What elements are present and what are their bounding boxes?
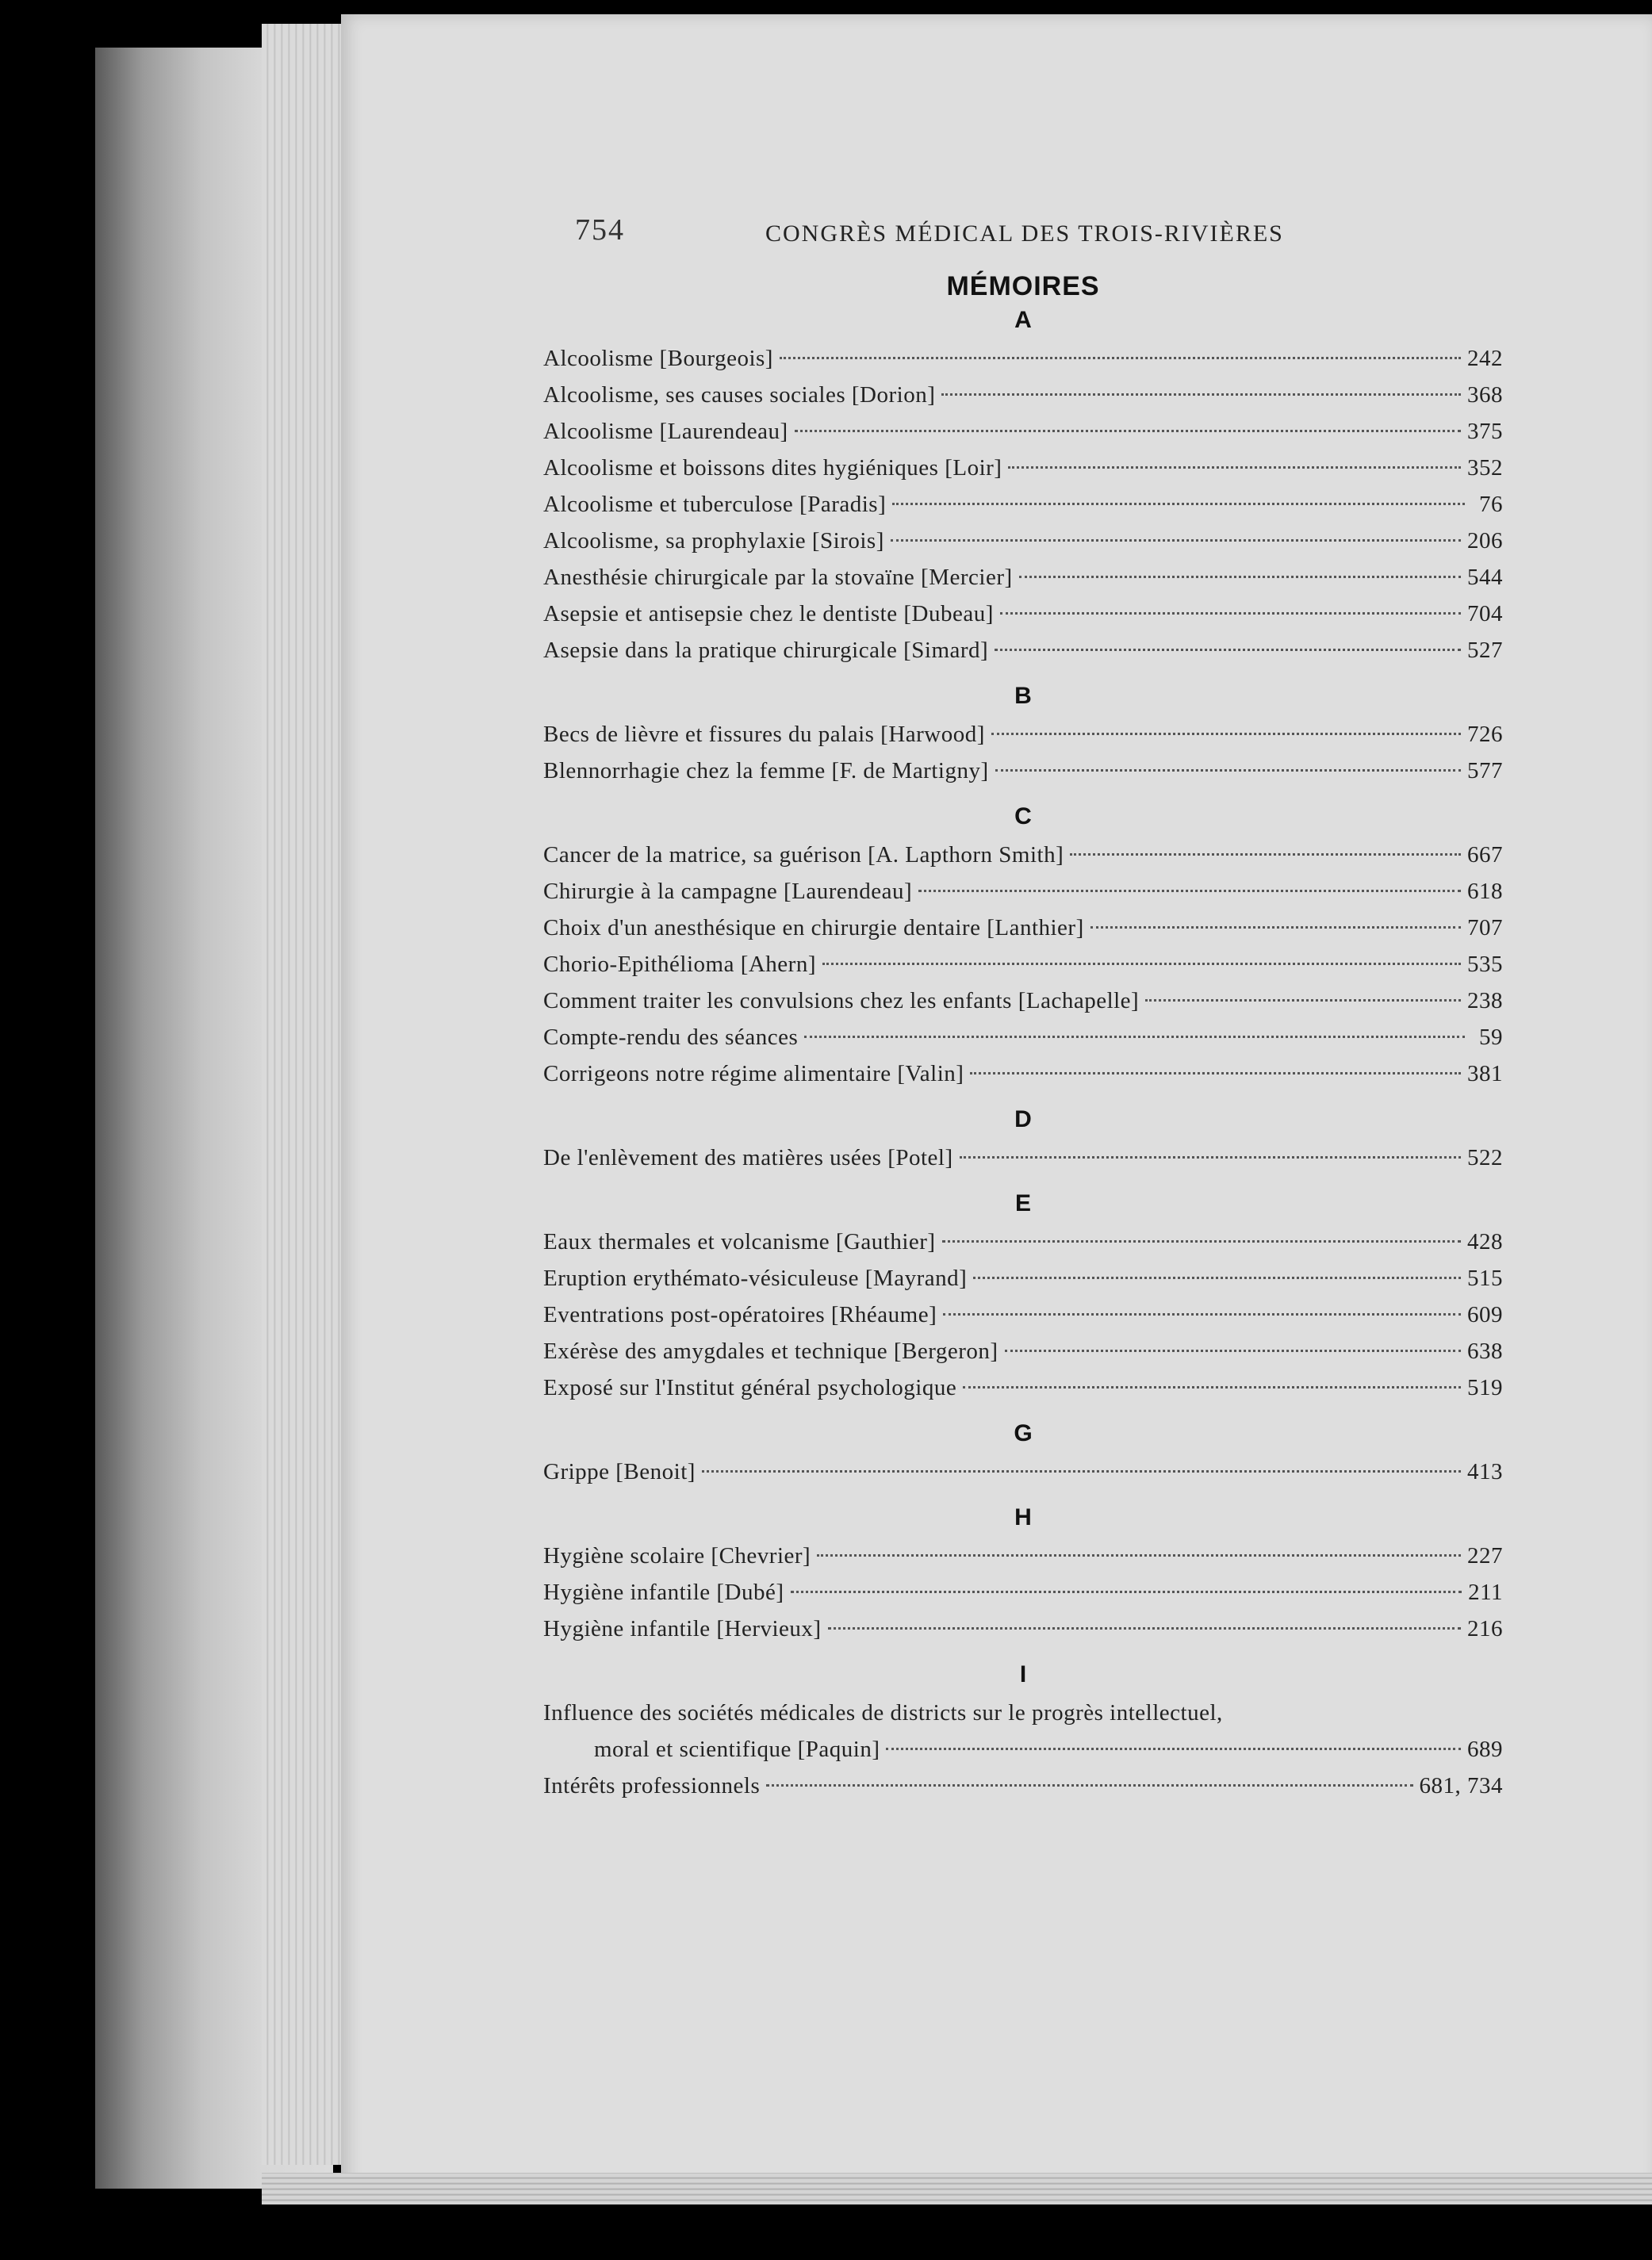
entry-title: Alcoolisme, sa prophylaxie [Sirois] — [543, 528, 884, 554]
entry-page: 428 — [1467, 1229, 1503, 1254]
index-entry — [543, 1055, 1503, 1092]
dot-leader — [766, 1784, 1412, 1787]
entry-page: 704 — [1467, 601, 1503, 626]
index-entry — [543, 910, 1503, 946]
index-content — [543, 206, 1503, 1804]
index-groups — [543, 307, 1503, 1804]
entry-page: 59 — [1479, 1025, 1503, 1050]
entry-title: Becs de lièvre et fissures du palais [Harwood] — [543, 722, 985, 747]
index-entry — [543, 983, 1503, 1019]
index-entry — [543, 716, 1503, 753]
index-letter-heading: A — [1014, 307, 1032, 333]
dot-leader — [1008, 466, 1461, 469]
dot-leader — [817, 1554, 1461, 1557]
dot-leader — [1005, 1350, 1461, 1352]
index-entry — [543, 377, 1503, 413]
dot-leader — [892, 503, 1465, 505]
index-entry — [543, 1297, 1503, 1333]
page-header — [543, 206, 1503, 262]
entry-page: 522 — [1467, 1145, 1503, 1170]
entry-title: Alcoolisme [Bourgeois] — [543, 346, 773, 371]
entry-title: Asepsie et antisepsie chez le dentiste [Dubeau] — [543, 601, 994, 626]
dot-leader — [795, 430, 1461, 432]
entry-page: 544 — [1467, 565, 1503, 590]
entry-page: 227 — [1467, 1543, 1503, 1569]
entry-title: Grippe [Benoit] — [543, 1459, 696, 1484]
entry-title: Blennorrhagie chez la femme [F. de Martigny] — [543, 758, 989, 783]
index-entry — [543, 486, 1503, 523]
entry-title-continuation: moral et scientifique [Paquin] — [594, 1737, 880, 1762]
entry-title: De l'enlèvement des matières usées [Potel] — [543, 1145, 953, 1170]
entry-title: Alcoolisme et boissons dites hygiéniques [Loir] — [543, 455, 1002, 481]
index-entry — [543, 413, 1503, 450]
entry-page: 352 — [1467, 455, 1503, 481]
entry-title: Eventrations post-opératoires [Rhéaume] — [543, 1302, 937, 1327]
index-entry — [543, 1369, 1503, 1406]
index-letter-heading: H — [1014, 1504, 1032, 1530]
entry-title: Alcoolisme, ses causes sociales [Dorion] — [543, 382, 936, 408]
index-entry — [543, 1695, 1503, 1768]
index-entry — [543, 523, 1503, 559]
dot-leader — [970, 1072, 1461, 1074]
dot-leader — [918, 890, 1461, 892]
entry-page: 519 — [1467, 1375, 1503, 1400]
entry-page: 238 — [1467, 988, 1503, 1013]
entry-page: 375 — [1467, 419, 1503, 444]
entry-page: 609 — [1467, 1302, 1503, 1327]
index-entry — [543, 632, 1503, 668]
index-letter-heading: G — [1014, 1420, 1033, 1446]
entry-title: Compte-rendu des séances — [543, 1025, 799, 1050]
index-entry — [543, 1019, 1503, 1055]
index-entry — [543, 1768, 1503, 1804]
entry-title: Hygiène scolaire [Chevrier] — [543, 1543, 811, 1569]
entry-page: 216 — [1467, 1616, 1503, 1641]
entry-page: 413 — [1467, 1459, 1503, 1484]
dot-leader — [780, 357, 1461, 359]
entry-title: Comment traiter les convulsions chez les enfants [Lachapelle] — [543, 988, 1140, 1013]
entry-title: Choix d'un anesthésique en chirurgie dentaire [Lanthier] — [543, 915, 1084, 940]
dot-leader — [791, 1591, 1462, 1593]
entry-page: 726 — [1467, 722, 1503, 747]
entry-title: Alcoolisme [Laurendeau] — [543, 419, 788, 444]
index-entry — [543, 340, 1503, 377]
dot-leader — [1000, 612, 1461, 615]
index-entry — [543, 1611, 1503, 1647]
entry-page: 667 — [1467, 842, 1503, 868]
entry-title: Chorio-Epithélioma [Ahern] — [543, 952, 816, 977]
index-entry — [543, 596, 1503, 632]
index-letter-heading: I — [1019, 1661, 1027, 1687]
entry-title: Influence des sociétés médicales de districts sur le progrès intellectuel, — [543, 1700, 1223, 1726]
index-entry — [543, 1574, 1503, 1611]
dot-leader — [828, 1627, 1461, 1630]
index-entry — [543, 1454, 1503, 1490]
dot-leader — [943, 1313, 1461, 1316]
index-entry — [543, 837, 1503, 873]
entry-page: 211 — [1468, 1580, 1503, 1605]
index-entry — [543, 1260, 1503, 1297]
index-entry — [543, 559, 1503, 596]
entry-title: Intérêts professionnels — [543, 1773, 761, 1798]
entry-page: 689 — [1467, 1737, 1503, 1762]
entry-title: Anesthésie chirurgicale par la stovaïne [Mercier] — [543, 565, 1013, 590]
entry-title: Alcoolisme et tuberculose [Paradis] — [543, 492, 887, 517]
entry-title: Exérèse des amygdales et technique [Bergeron] — [543, 1339, 998, 1364]
entry-title: Hygiène infantile [Hervieux] — [543, 1616, 822, 1641]
dot-leader — [995, 769, 1461, 772]
dot-leader — [1070, 853, 1461, 856]
entry-page: 707 — [1467, 915, 1503, 940]
entry-title: Exposé sur l'Institut général psychologique — [543, 1375, 957, 1400]
page-bottom-edge — [262, 2173, 1652, 2204]
page-number: 754 — [575, 213, 625, 247]
entry-page: 76 — [1479, 492, 1503, 517]
entry-page: 242 — [1467, 346, 1503, 371]
dot-leader — [891, 539, 1461, 542]
dot-leader — [941, 393, 1461, 396]
entry-page: 681, 734 — [1419, 1773, 1503, 1798]
dot-leader — [702, 1470, 1461, 1473]
index-entry — [543, 1224, 1503, 1260]
entry-page: 206 — [1467, 528, 1503, 554]
entry-page: 381 — [1467, 1061, 1503, 1086]
section-title: MÉMOIRES — [946, 271, 1100, 301]
dot-leader — [973, 1277, 1461, 1279]
entry-page: 638 — [1467, 1339, 1503, 1364]
index-letter-heading: C — [1014, 803, 1032, 829]
dot-leader — [942, 1240, 1461, 1243]
dot-leader — [995, 649, 1461, 651]
entry-title: Eruption erythémato-vésiculeuse [Mayrand] — [543, 1266, 968, 1291]
running-head: CONGRÈS MÉDICAL DES TROIS-RIVIÈRES — [765, 220, 1284, 247]
index-entry — [543, 1140, 1503, 1176]
entry-page: 515 — [1467, 1266, 1503, 1291]
entry-title: Eaux thermales et volcanisme [Gauthier] — [543, 1229, 936, 1254]
index-letter-heading: E — [1014, 1190, 1031, 1216]
index-entry — [543, 450, 1503, 486]
index-entry — [543, 1333, 1503, 1369]
entry-page: 368 — [1467, 382, 1503, 408]
index-letter-heading: B — [1014, 683, 1032, 709]
entry-page: 618 — [1467, 879, 1503, 904]
dot-leader — [991, 733, 1461, 735]
dot-leader — [963, 1386, 1461, 1389]
entry-page: 527 — [1467, 638, 1503, 663]
entry-title: Corrigeons notre régime alimentaire [Valin] — [543, 1061, 964, 1086]
entry-title: Asepsie dans la pratique chirurgicale [Simard] — [543, 638, 989, 663]
entry-title: Chirurgie à la campagne [Laurendeau] — [543, 879, 913, 904]
dot-leader — [1019, 576, 1461, 578]
index-entry — [543, 1538, 1503, 1574]
dot-leader — [822, 963, 1461, 965]
index-entry — [543, 873, 1503, 910]
index-entry — [543, 946, 1503, 983]
dot-leader — [1090, 926, 1461, 929]
index-letter-heading: D — [1014, 1106, 1032, 1132]
dot-leader — [1145, 999, 1461, 1002]
entry-page: 535 — [1467, 952, 1503, 977]
dot-leader — [804, 1036, 1465, 1038]
entry-title: Cancer de la matrice, sa guérison [A. Lapthorn Smith] — [543, 842, 1064, 868]
entry-page: 577 — [1467, 758, 1503, 783]
index-entry — [543, 753, 1503, 789]
dot-leader — [960, 1156, 1461, 1159]
entry-title: Hygiène infantile [Dubé] — [543, 1580, 784, 1605]
dot-leader — [886, 1748, 1461, 1750]
